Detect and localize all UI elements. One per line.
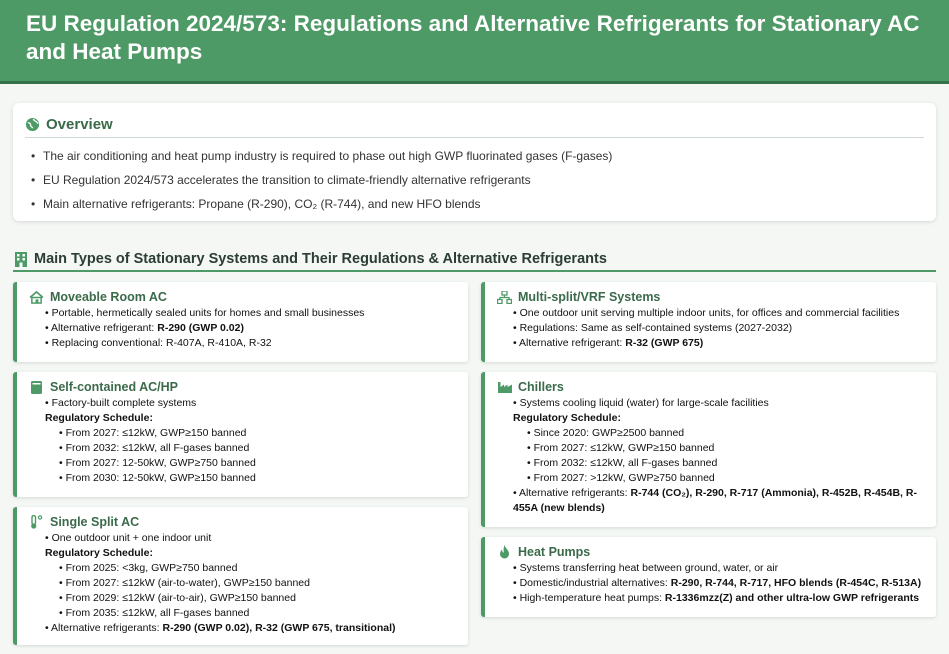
schedule-text: From 2027: ≤12kW (air-to-water), GWP≥150 banned [65, 577, 310, 589]
schedule-item: • From 2027: ≤12kW (air-to-water), GWP≥150 banned [59, 577, 310, 589]
label: • Domestic/industrial alternatives: [513, 577, 671, 589]
value: R-290 (GWP 0.02), R-32 (GWP 675, transitional) [162, 622, 396, 634]
types-title: Main Types of Stationary Systems and Their Regulations & Alternative Refrigerants [34, 251, 607, 267]
label: • Alternative refrigerant: [513, 337, 626, 349]
house-icon [29, 290, 44, 305]
card-line [29, 621, 458, 636]
schedule-item: • From 2029: ≤12kW (air-to-air), GWP≥150 banned [59, 592, 296, 604]
label: • High-temperature heat pumps: [513, 592, 665, 604]
types-section-header [13, 248, 936, 272]
card-header [29, 513, 458, 531]
value: R-32 (GWP 675) [625, 337, 704, 349]
card-line: • Systems cooling liquid (water) for large-scale facilities [513, 397, 769, 409]
card-line [497, 501, 926, 516]
schedule-text: From 2030: 12-50kW, GWP≥150 banned [65, 472, 256, 484]
schedule-item: • From 2027: ≤12kW, GWP≥150 banned [527, 442, 715, 454]
card-title: Moveable Room AC [50, 290, 167, 304]
overview-title: Overview [46, 116, 113, 133]
schedule-text: From 2035: ≤12kW, all F-gases banned [65, 607, 250, 619]
card-chillers [481, 372, 936, 527]
card-header [497, 378, 926, 396]
card-line: • One outdoor unit serving multiple indoor units, for offices and commercial facilities [513, 307, 900, 319]
value: R-290 (GWP 0.02) [157, 322, 244, 334]
card-line: • Factory-built complete systems [45, 397, 197, 409]
building-icon [13, 252, 28, 267]
list-item: • The air conditioning and heat pump industry is required to phase out high GWP fluorinated gases (F-gases) [25, 144, 924, 168]
card-heat-pumps [481, 537, 936, 617]
card-line: • Replacing conventional: R-407A, R-410A, R-32 [45, 337, 272, 349]
overview-header [25, 116, 924, 138]
factory-icon [497, 380, 512, 395]
card-line [497, 336, 926, 351]
network-icon [497, 290, 512, 305]
card-single-split [13, 507, 468, 645]
schedule-item: • From 2027: >12kW, GWP≥750 banned [527, 472, 715, 484]
card-line [497, 576, 926, 591]
list-item: • Main alternative refrigerants: Propane (R-290), CO₂ (R-744), and new HFO blends [25, 192, 924, 216]
schedule-text: From 2027: >12kW, GWP≥750 banned [533, 472, 715, 484]
schedule-text: Since 2020: GWP≥2500 banned [533, 427, 685, 439]
card-self-contained [13, 372, 468, 497]
card-header [29, 288, 458, 306]
card-header [497, 288, 926, 306]
value: 455A (new blends) [513, 502, 605, 514]
value: R-1336mzz(Z) and other ultra-low GWP refrigerants [664, 592, 920, 604]
card-line [497, 486, 926, 501]
schedule-text: From 2027: ≤12kW, GWP≥150 banned [65, 427, 247, 439]
schedule-item: • From 2027: 12-50kW, GWP≥750 banned [59, 457, 256, 469]
schedule-text: From 2029: ≤12kW (air-to-air), GWP≥150 banned [65, 592, 296, 604]
thermometer-icon [29, 515, 44, 530]
cabinet-icon [29, 380, 44, 395]
card-multi-split-vrf [481, 282, 936, 362]
schedule-text: From 2025: <3kg, GWP≥750 banned [65, 562, 238, 574]
schedule-item: • From 2030: 12-50kW, GWP≥150 banned [59, 472, 256, 484]
value: R-290, R-744, R-717, HFO blends (R-454C, R-513A) [670, 577, 922, 589]
page-title: EU Regulation 2024/573: Regulations and Alternative Refrigerants for Stationary AC and Heat Pumps [26, 11, 920, 64]
schedule-text: From 2027: ≤12kW, GWP≥150 banned [533, 442, 715, 454]
flame-icon [497, 545, 512, 560]
card-line: • Regulations: Same as self-contained systems (2027-2032) [513, 322, 793, 334]
card-line [497, 591, 926, 606]
schedule-item: • From 2025: <3kg, GWP≥750 banned [59, 562, 238, 574]
card-title: Single Split AC [50, 515, 140, 529]
page-header [0, 0, 949, 84]
schedule-item: • From 2032: ≤12kW, all F-gases banned [527, 457, 718, 469]
label: • Alternative refrigerants: [513, 487, 631, 499]
schedule-text: From 2032: ≤12kW, all F-gases banned [533, 457, 718, 469]
schedule-item: • Since 2020: GWP≥2500 banned [527, 427, 685, 439]
label: • Alternative refrigerants: [45, 622, 163, 634]
card-header [29, 378, 458, 396]
card-line: • One outdoor unit + one indoor unit [45, 532, 212, 544]
schedule-item: • From 2027: ≤12kW, GWP≥150 banned [59, 427, 247, 439]
globe-icon [25, 117, 40, 132]
card-title: Self-contained AC/HP [50, 380, 179, 394]
card-line: • Systems transferring heat between ground, water, or air [513, 562, 779, 574]
value: R-744 (CO₂), R-290, R-717 (Ammonia), R-452B, R-454B, R- [630, 487, 917, 499]
card-line: • Portable, hermetically sealed units for homes and small businesses [45, 307, 365, 319]
overview-section [13, 103, 936, 221]
card-line [29, 321, 458, 336]
schedule-item: • From 2032: ≤12kW, all F-gases banned [59, 442, 250, 454]
schedule-item: • From 2035: ≤12kW, all F-gases banned [59, 607, 250, 619]
label: • Alternative refrigerant: [45, 322, 158, 334]
schedule-label: Regulatory Schedule: [45, 412, 153, 424]
card-title: Chillers [518, 380, 564, 394]
card-header [497, 543, 926, 561]
schedule-text: From 2032: ≤12kW, all F-gases banned [65, 442, 250, 454]
overview-list [25, 144, 924, 216]
card-moveable-room-ac [13, 282, 468, 362]
card-title: Multi-split/VRF Systems [518, 290, 661, 304]
schedule-label: Regulatory Schedule: [513, 412, 621, 424]
schedule-label: Regulatory Schedule: [45, 547, 153, 559]
list-item: • EU Regulation 2024/573 accelerates the transition to climate-friendly alternative refrigerants [25, 168, 924, 192]
card-title: Heat Pumps [518, 545, 591, 559]
schedule-text: From 2027: 12-50kW, GWP≥750 banned [65, 457, 256, 469]
